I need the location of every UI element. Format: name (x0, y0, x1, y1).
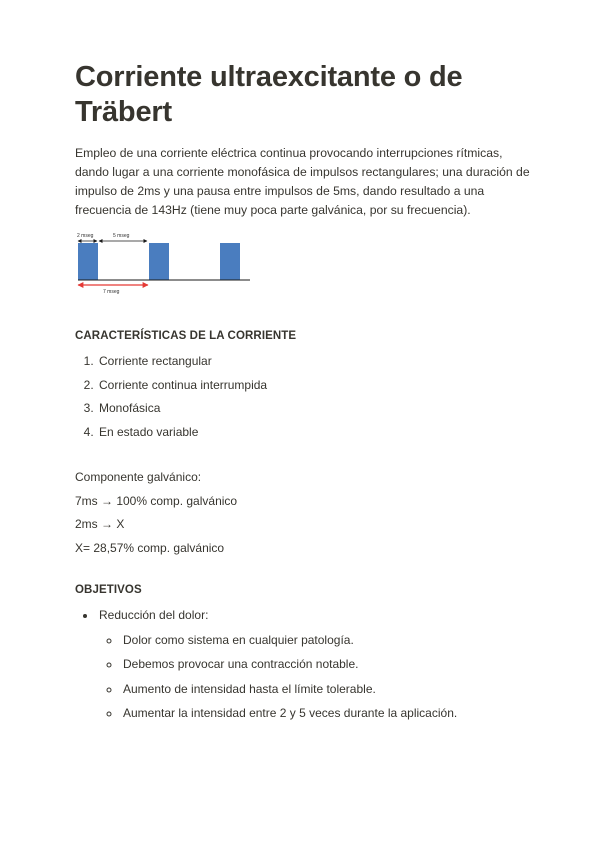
pulse-bar-3 (220, 243, 240, 280)
characteristics-list (75, 350, 535, 444)
list-item: 2. Corriente continua interrumpida (97, 374, 535, 398)
list-item: 4. En estado variable (97, 421, 535, 445)
galvanic-line: 2ms → X (75, 517, 125, 531)
characteristics-heading: CARACTERÍSTICAS DE LA CORRIENTE (75, 330, 297, 342)
page-title: Corriente ultraexcitante o de Träbert (75, 61, 463, 128)
objectives-list (75, 604, 535, 726)
galvanic-line: 7ms → 100% comp. galvánico (75, 493, 238, 508)
list-item: 1. Corriente rectangular (97, 350, 535, 374)
objectives-heading: OBJETIVOS (75, 584, 142, 596)
list-item: ◦ Dolor como sistema en cualquier patología. (121, 628, 535, 653)
galvanic-section (75, 466, 535, 560)
list-item (97, 604, 535, 726)
objective-main-label: Reducción del dolor: (99, 608, 209, 622)
list-item: ◦ Debemos provocar una contracción notable. (121, 652, 535, 677)
pause-duration-label: 5 mseg (113, 233, 130, 239)
pulse-duration-label: 2 mseg (77, 233, 94, 239)
pulse-diagram (75, 232, 255, 294)
page-content (75, 60, 535, 726)
list-item: 3. Monofásica (97, 397, 535, 421)
list-item: ◦ Aumentar la intensidad entre 2 y 5 veces durante la aplicación. (121, 701, 535, 726)
intro-paragraph: Empleo de una corriente eléctrica continua provocando interrupciones rítmicas, dando lugar a una corriente monofásica de impulsos rectangulares; una duración de impulso de 2ms y una pausa entre impulsos de 5ms, dando resultado a una frecuencia de 143Hz (tiene muy poca parte galvánica, por su frecuencia). (75, 146, 530, 217)
pulse-bar-2 (149, 243, 169, 280)
galvanic-line: Componente galvánico: (75, 470, 202, 484)
galvanic-line: X= 28,57% comp. galvánico (75, 540, 225, 555)
pulse-bar-1 (78, 243, 98, 280)
period-label: 7 mseg (103, 289, 120, 294)
objectives-sublist (99, 628, 535, 726)
list-item: ◦ Aumento de intensidad hasta el límite tolerable. (121, 677, 535, 702)
